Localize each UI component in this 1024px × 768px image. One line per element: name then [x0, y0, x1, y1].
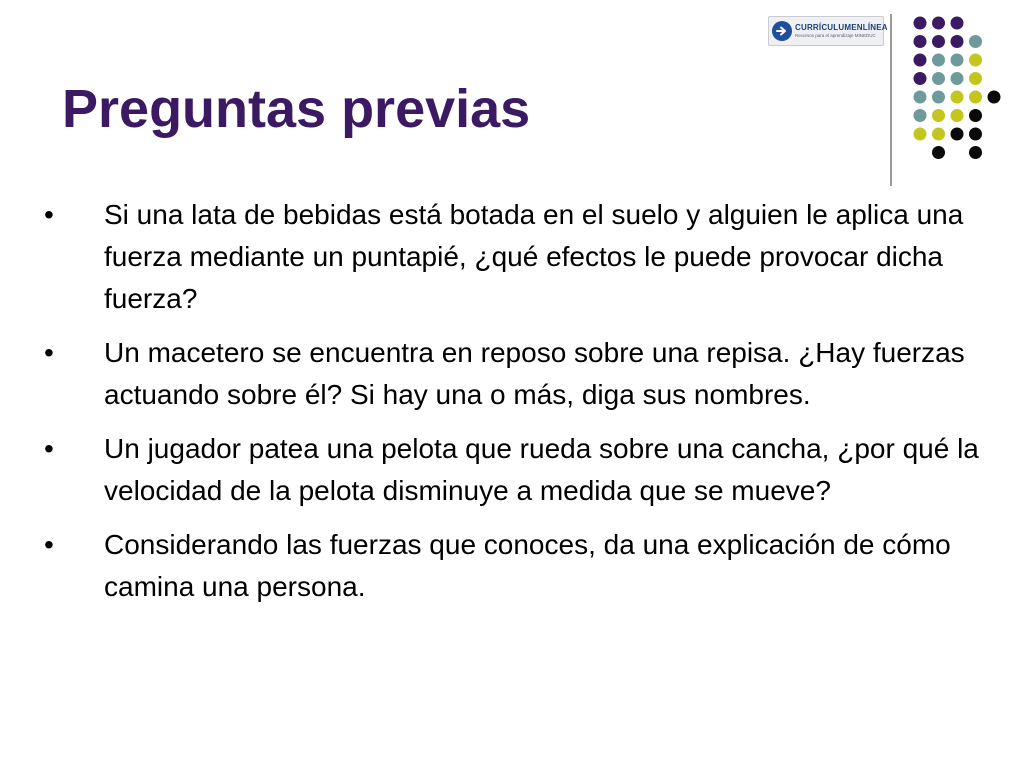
decorative-dot	[951, 54, 964, 67]
list-item	[40, 332, 980, 416]
vertical-divider	[890, 14, 892, 186]
list-item	[40, 428, 980, 512]
decorative-dot	[969, 91, 982, 104]
list-item	[40, 194, 980, 320]
decorative-dot	[932, 54, 945, 67]
decorative-dot	[932, 91, 945, 104]
decorative-dot	[914, 35, 927, 48]
slide-title: Preguntas previas	[62, 79, 531, 139]
curriculum-logo	[768, 16, 888, 46]
decorative-dot	[969, 128, 982, 141]
decorative-dot	[988, 91, 1001, 104]
decorative-dot	[969, 54, 982, 67]
decorative-dot	[932, 109, 945, 122]
decorative-dot	[951, 35, 964, 48]
decorative-dot	[932, 128, 945, 141]
arrow-circle-icon	[772, 21, 792, 41]
decorative-dot	[951, 109, 964, 122]
decorative-dot	[969, 146, 982, 159]
decorative-dot	[951, 17, 964, 30]
bullet-marker: •	[44, 529, 54, 560]
decorative-dot	[932, 17, 945, 30]
decorative-dot	[969, 109, 982, 122]
decorative-dot	[951, 128, 964, 141]
bullet-marker: •	[44, 199, 54, 230]
decorative-dot	[914, 72, 927, 85]
logo-tagline: Recursos para el aprendizaje MINEDUC	[795, 32, 876, 38]
decorative-dot	[914, 91, 927, 104]
decorative-dot	[914, 128, 927, 141]
bullet-text: Un macetero se encuentra en reposo sobre una repisa. ¿Hay fuerzas actuando sobre él? Si hay una o más, diga sus nombres.	[104, 337, 965, 410]
decorative-dot	[914, 109, 927, 122]
decorative-dot	[932, 72, 945, 85]
logo-name: CURRÍCULUMENLÍNEA	[795, 22, 888, 32]
decorative-dot	[932, 35, 945, 48]
bullet-marker: •	[44, 337, 54, 368]
bullet-marker: •	[44, 433, 54, 464]
list-item	[40, 524, 980, 608]
bullet-text: Considerando las fuerzas que conoces, da una explicación de cómo camina una persona.	[104, 529, 951, 602]
bullet-text: Si una lata de bebidas está botada en el suelo y alguien le aplica una fuerza mediante un puntapié, ¿qué efectos le puede provocar dicha fuerza?	[104, 199, 964, 314]
bullet-list	[40, 194, 980, 620]
decorative-dot	[951, 72, 964, 85]
decorative-dot	[932, 146, 945, 159]
decorative-dot	[914, 54, 927, 67]
decorative-dot	[914, 17, 927, 30]
logo-text	[795, 24, 888, 39]
decorative-dot	[951, 91, 964, 104]
decorative-dot	[969, 72, 982, 85]
decorative-dot	[969, 35, 982, 48]
bullet-text: Un jugador patea una pelota que rueda sobre una cancha, ¿por qué la velocidad de la pelota disminuye a medida que se mueve?	[104, 433, 979, 506]
